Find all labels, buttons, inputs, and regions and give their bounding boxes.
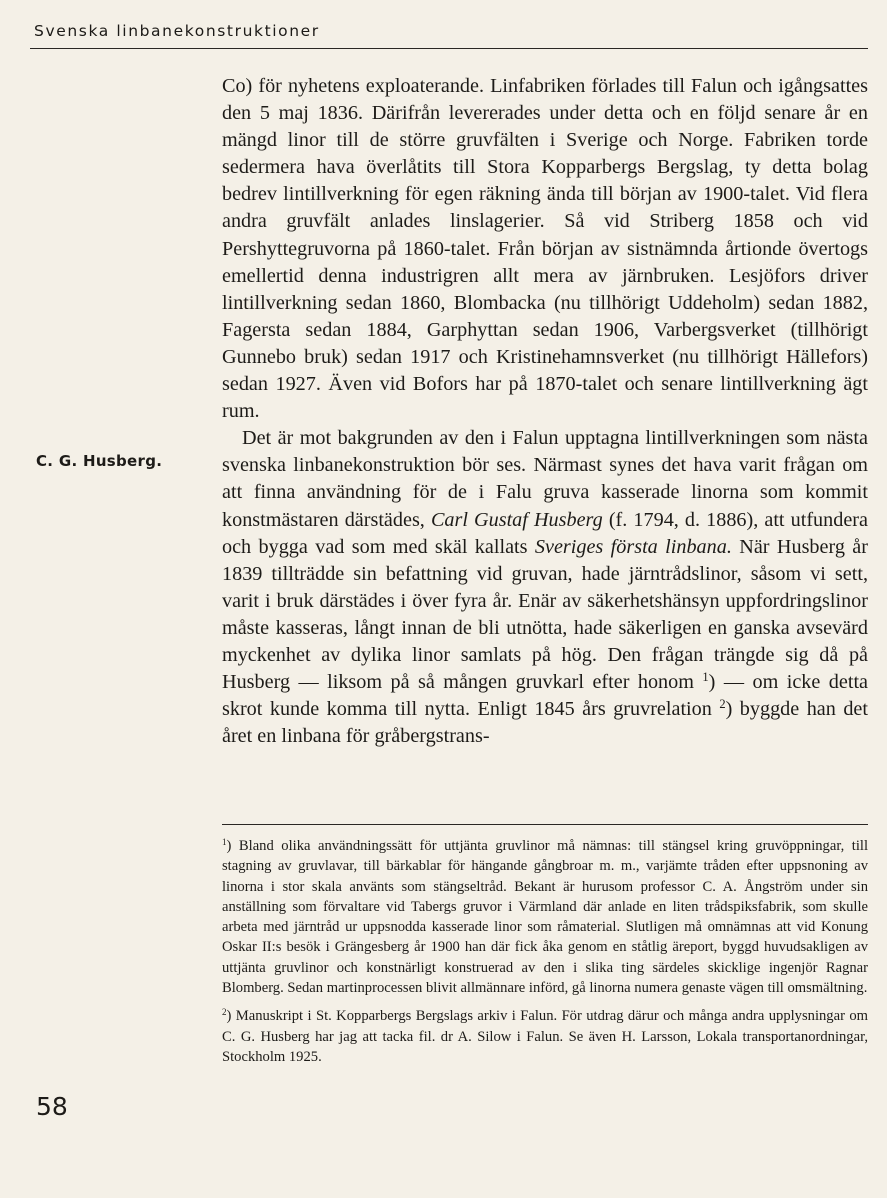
paragraph-2 [222, 425, 868, 750]
margin-note: C. G. Husberg. [36, 452, 163, 470]
footnote-1-marker: 1 [222, 837, 227, 848]
footnotes [222, 836, 868, 1075]
running-head: Svenska linbanekonstruktioner [34, 22, 320, 40]
footnote-1 [222, 836, 868, 998]
footnote-2-marker: 2 [222, 1007, 227, 1018]
paragraph-1: Co) för nyhetens exploaterande. Linfabriken förlades till Falun och igångsattes den 5 maj 1836. Därifrån levererades under detta och en följd senare år en mängd linor till de större gruvfälten i Sverige och Norge. Fabriken torde sedermera hava överlåtits till Stora Kopparbergs Bergslag, ty detta bolag bedrev lintillverkning för egen räkning ända till början av 1900-talet. Vid flera andra gruvfält anlades linslagerier. Så vid Striberg 1858 och vid Pershyttegruvorna på 1860-talet. Från början av sistnämnda årtionde övertogs emellertid denna industrigren allt mera av järnbruken. Lesjöfors driver lintillverkning sedan 1860, Blombacka (nu tillhörigt Uddeholm) sedan 1882, Fagersta sedan 1884, Garphyttan sedan 1906, Varbergsverket (tillhörigt Gunnebo bruk) sedan 1917 och Kristinehamnsverket (nu tillhörigt Hällefors) sedan 1927. Även vid Bofors har på 1870-talet och senare lintillverkning ägt rum. [222, 75, 868, 423]
footnote-ref-2[interactable]: 2 [719, 697, 726, 712]
body-text [222, 73, 868, 750]
footnote-1-text: ) Bland olika användningssätt för uttjänta gruvlinor må nämnas: till stängsel kring gruvöppningar, till stagning av gruvlavar, till bärkablar för hängande gångbroar m. m., varjämte tråden efter uppsnoning av linorna i stor skala använts som stängseltråd. Bekant är hurusom professor C. A. Ångström under sin anställning som förvaltare vid Tabergs gruvor i Värmland där anlade en liten trådspiksfabrik, som skulle arbeta med järntråd ur uppsnodda kasserade linor som råmaterial. Slutligen må omnämnas att vid Konung Oskar II:s besök i Grängesberg år 1900 han där fick åka genom en ståtlig äreport, byggd huvudsakligen av uttjänta gruvlinor och konstnärligt konstruerad av den i slika ting särdeles skicklige ingenjör Ragnar Blomberg. Sedan martinprocessen blivit allmännare införd, gå linorna numera genaste vägen till omsmältning. [222, 838, 868, 997]
p2-text-b: (f. 1794, d. 1886), att utfundera och bygga vad som med skäl kallats [222, 508, 868, 558]
page-number: 58 [36, 1092, 68, 1121]
p2-text-a: Det är mot bakgrunden av den i Falun upptagna lintillverkningen som nästa svenska linbanekonstruktion bör ses. Närmast synes det hava varit frågan om att finna användning för de i Falu gruva kasserade linorna som kommit konstmästaren därstädes, [222, 427, 868, 531]
header-rule [30, 48, 868, 49]
footnote-2-text: ) Manuskript i St. Kopparbergs Bergslags arkiv i Falun. För utdrag därur och många andra upplysningar om C. G. Husberg har jag att tacka fil. dr A. Silow i Falun. Se även H. Larsson, Lokala transportanordningar, Stockholm 1925. [222, 1008, 868, 1065]
p2-text-c: När Husberg år 1839 tillträdde sin befattning vid gruvan, hade järntrådslinor, såsom vi sett, varit i bruk därstädes i över fyra år. Enär av säkerhetshänsyn uppfordringslinor måste kasseras, långt innan de bli utnötta, hade säkerligen en ganska avsevärd myckenhet av dylika linor samlats på hög. Den frågan trängde sig då på Husberg — liksom på så mången gruvkarl efter honom [222, 535, 868, 694]
footnote-rule [222, 824, 868, 825]
p2-text-e: ) byggde han det året en linbana för gråbergstrans- [222, 698, 869, 748]
person-name: Carl Gustaf Husberg [430, 508, 603, 531]
footnote-ref-1[interactable]: 1 [702, 670, 709, 685]
footnote-2 [222, 1006, 868, 1067]
p2-text-d: ) — om icke detta skrot kunde komma till nytta. Enligt 1845 års gruvrelation [222, 671, 869, 721]
work-title: Sveriges första linbana. [534, 535, 732, 558]
